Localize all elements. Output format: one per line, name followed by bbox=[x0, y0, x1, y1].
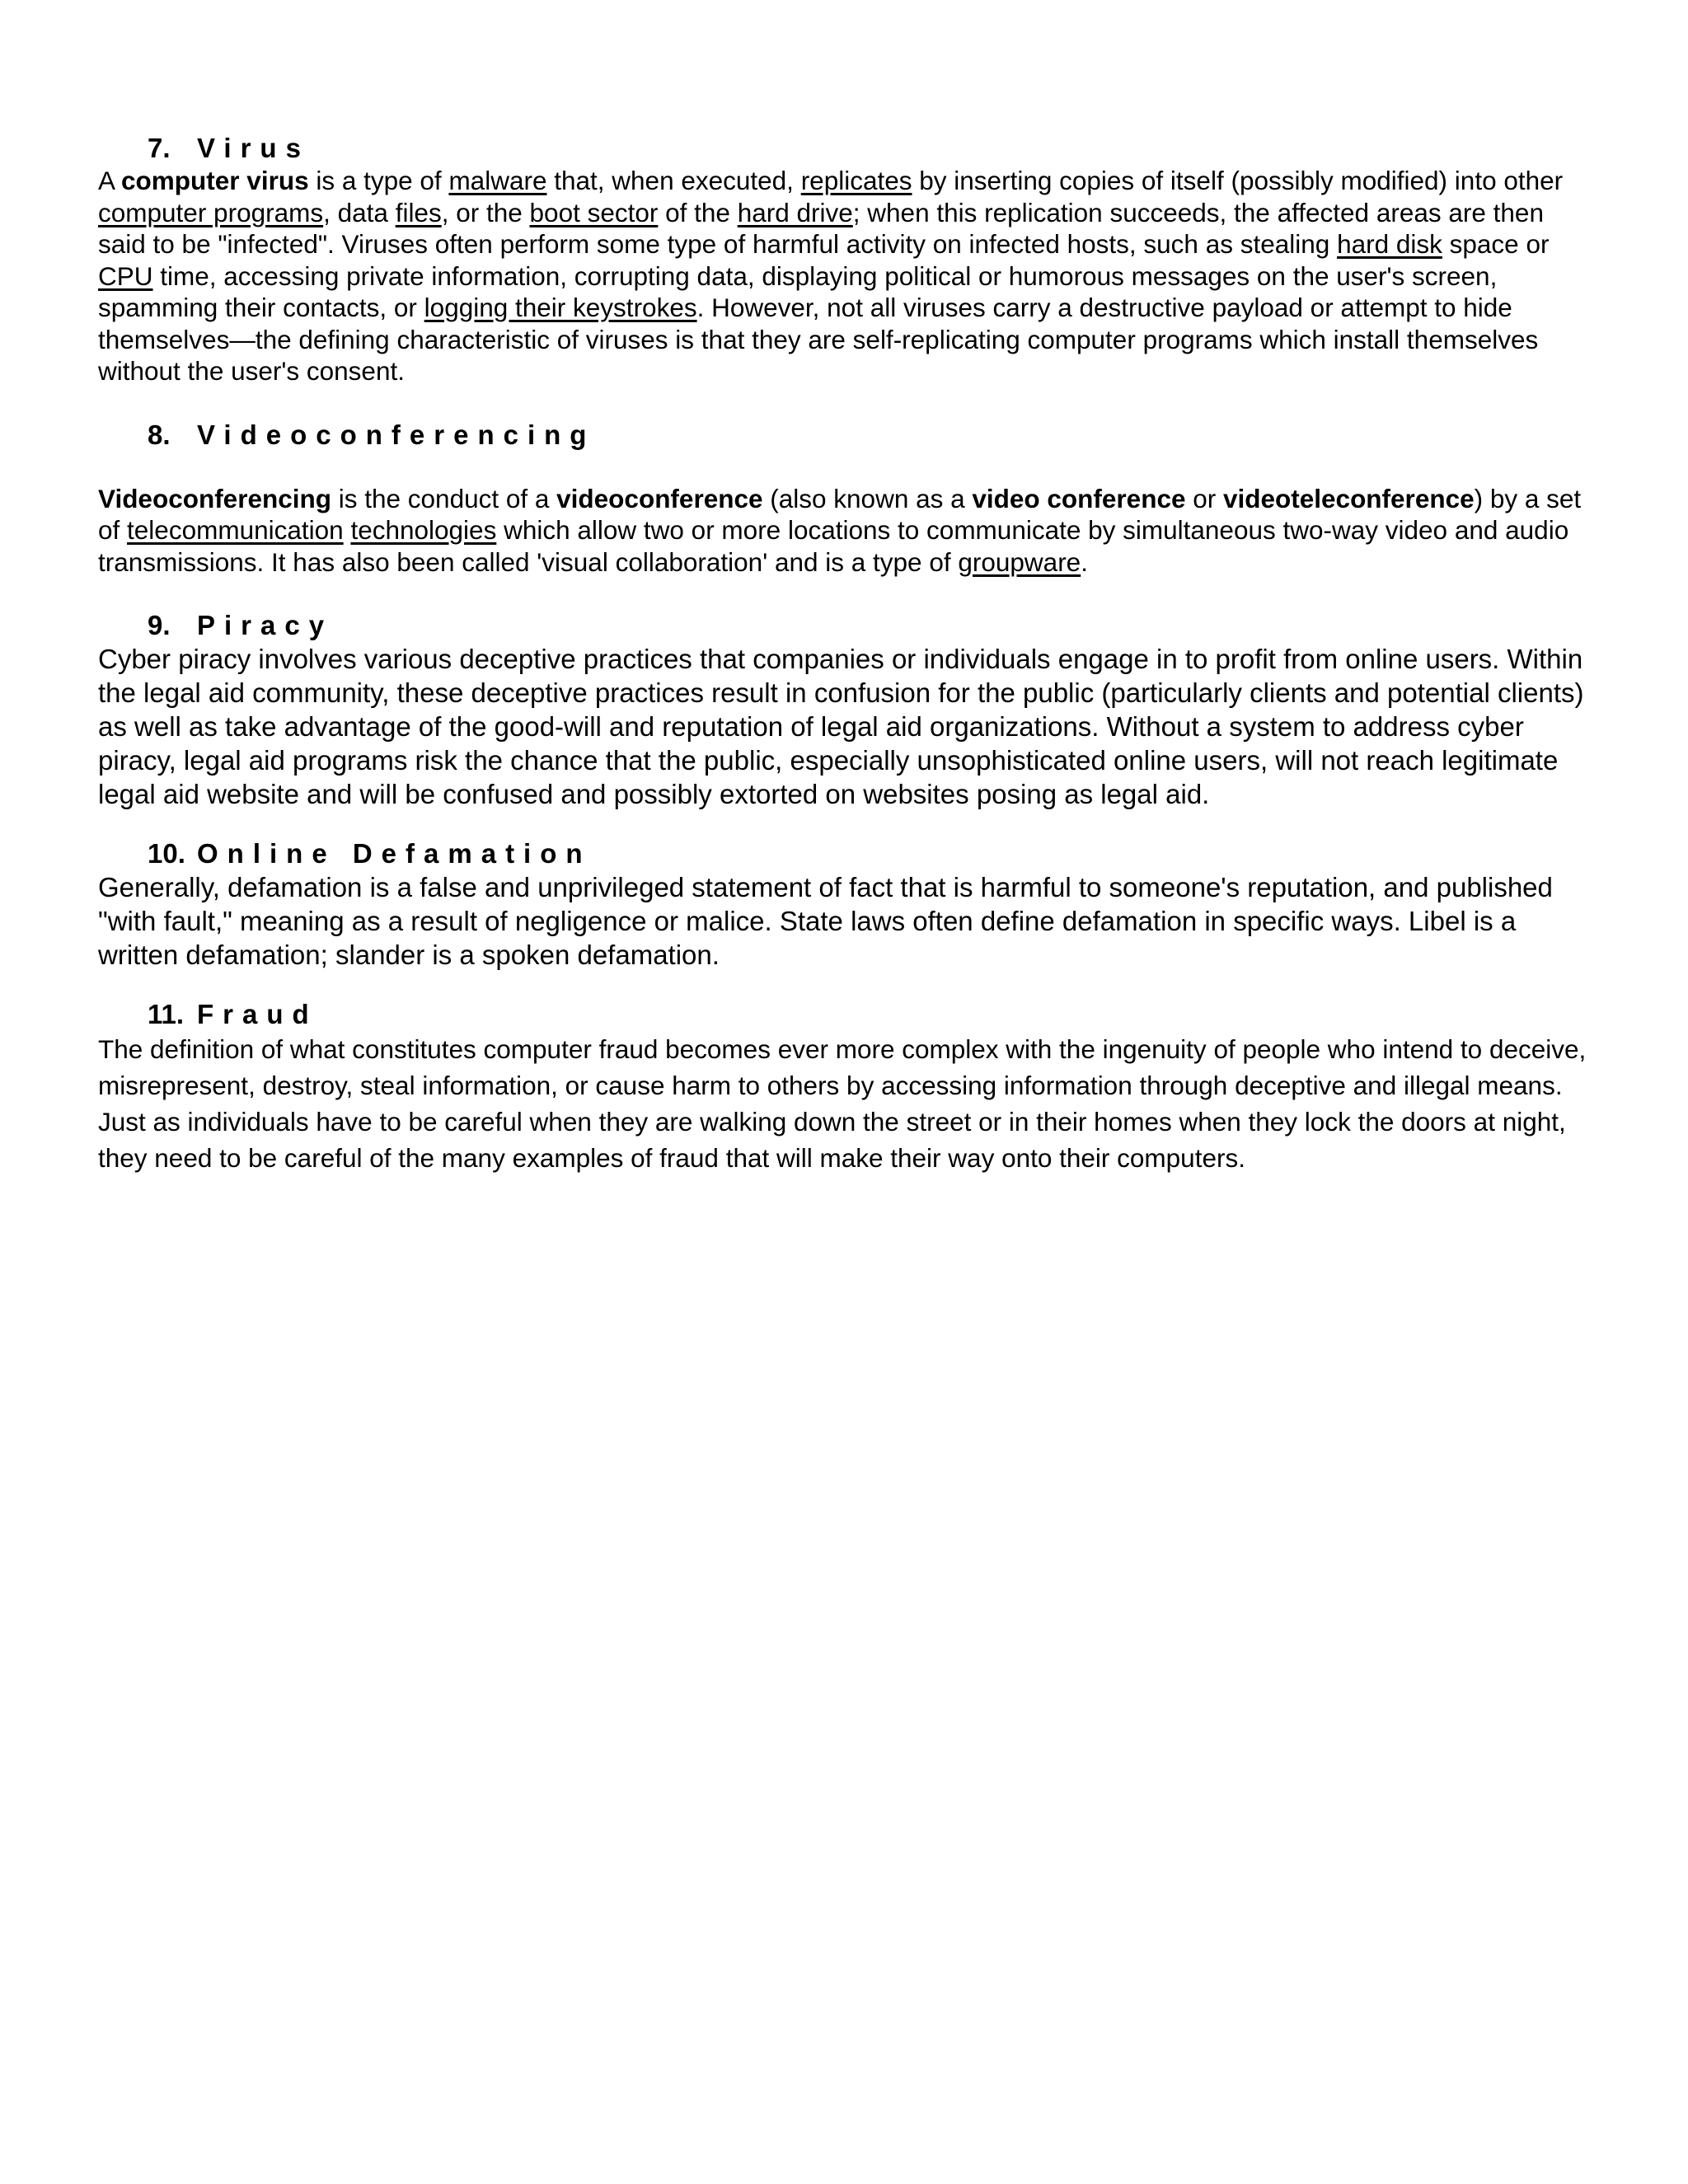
body-text: which allow two or more locations to communicate by simultaneous two-way video and audio transmissions. It has also been called 'visual collaboration' and is a type of bbox=[98, 515, 1569, 577]
link-text[interactable]: hard disk bbox=[1337, 229, 1442, 259]
section-number: 11. bbox=[148, 999, 185, 1029]
body-text: Cyber piracy involves various deceptive practices that companies or individuals engage in to profit from online users. Within the legal aid community, these deceptive practices result in confusion for the public (particularly clients and potential clients) as well as take advantage of the good-will and reputation of legal aid organizations. Without a system to address cyber piracy, legal aid programs risk the chance that the public, especially unsophisticated online users, will not reach legitimate legal aid website and will be confused and possibly extorted on websites posing as legal aid. bbox=[98, 644, 1584, 809]
link-text[interactable]: computer programs bbox=[98, 197, 324, 227]
body-text: A bbox=[98, 166, 122, 195]
link-text[interactable]: logging their keystrokes bbox=[424, 293, 697, 322]
section-number: 8. bbox=[148, 419, 171, 450]
body-text: that, when executed, bbox=[546, 166, 801, 195]
section-number: 9. bbox=[148, 610, 171, 640]
body-text: ) by a set of bbox=[98, 483, 1582, 545]
body-text: by inserting copies of itself (possibly modified) into other bbox=[912, 166, 1564, 195]
link-text[interactable]: CPU bbox=[98, 260, 153, 291]
body-text: (also known as a bbox=[762, 483, 973, 513]
link-text[interactable]: files bbox=[395, 197, 442, 227]
body-text: is a type of bbox=[308, 166, 449, 195]
section-title: Online Defamation bbox=[197, 838, 592, 869]
section-piracy bbox=[98, 609, 1590, 811]
section-body bbox=[98, 642, 1590, 811]
section-title: Fraud bbox=[197, 999, 318, 1029]
body-text: of the bbox=[658, 197, 738, 227]
body-text: , or the bbox=[441, 197, 530, 227]
bold-term: videoconference bbox=[556, 483, 763, 513]
section-videoconferencing bbox=[98, 419, 1590, 579]
body-text: , data bbox=[323, 197, 396, 227]
section-body bbox=[98, 1031, 1590, 1176]
body-text: Generally, defamation is a false and unprivileged statement of fact that is harmful to someone's reputation, and published "with fault," meaning as a result of negligence or malice. State laws often define defamation in specific ways. Libel is a written defamation; slander is a spoken defamation. bbox=[98, 872, 1553, 970]
body-text: . However, not all viruses carry a destructive payload or attempt to hide themselves—the defining characteristic of viruses is that they are self-replicating computer programs which install themselves without the user's consent. bbox=[98, 293, 1539, 386]
bold-term: videoteleconference bbox=[1223, 483, 1475, 513]
section-title: Videoconferencing bbox=[197, 419, 596, 450]
section-title: Virus bbox=[197, 133, 310, 163]
bold-term: video conference bbox=[972, 483, 1186, 513]
body-text: . bbox=[1081, 546, 1088, 577]
bold-term: Videoconferencing bbox=[98, 483, 331, 513]
body-text: The definition of what constitutes computer fraud becomes ever more complex with the ingenuity of people who intend to deceive, misrepresent, destroy, steal information, or cause harm to others by accessing information through deceptive and illegal means. Just as individuals have to be careful when they are walking down the street or in their homes when they lock the doors at night, they need to be careful of the many examples of fraud that will make their way onto their computers. bbox=[98, 1034, 1587, 1173]
section-body bbox=[98, 483, 1590, 579]
body-text: ; when this replication succeeds, the affected areas are then said to be "infected". Viruses often perform some type of harmful activity on infected hosts, such as stealing bbox=[98, 197, 1544, 259]
link-text[interactable]: hard drive bbox=[737, 197, 853, 227]
section-heading bbox=[148, 609, 1590, 642]
link-text[interactable]: telecommunication bbox=[127, 515, 344, 545]
body-text: space or bbox=[1442, 229, 1550, 259]
link-text[interactable]: replicates bbox=[800, 166, 912, 195]
section-online-defamation bbox=[98, 837, 1590, 972]
body-text: or bbox=[1185, 483, 1223, 513]
section-virus bbox=[98, 132, 1590, 387]
link-text[interactable]: groupware bbox=[958, 546, 1081, 577]
section-heading bbox=[148, 998, 1590, 1031]
link-text[interactable]: malware bbox=[448, 166, 547, 195]
section-number: 10. bbox=[148, 838, 185, 869]
body-text: time, accessing private information, corrupting data, displaying political or humorous messages on the user's screen, spamming their contacts, or bbox=[98, 260, 1498, 322]
bold-term: computer virus bbox=[121, 166, 309, 195]
document-page bbox=[98, 132, 1590, 1176]
section-number: 7. bbox=[148, 133, 171, 163]
link-text[interactable]: boot sector bbox=[529, 197, 659, 227]
link-text[interactable]: technologies bbox=[350, 515, 497, 545]
section-heading bbox=[148, 419, 1590, 452]
section-body bbox=[98, 870, 1590, 972]
section-heading bbox=[148, 837, 1590, 870]
section-heading bbox=[148, 132, 1590, 165]
section-fraud bbox=[98, 998, 1590, 1176]
section-title: Piracy bbox=[197, 610, 334, 640]
body-text: is the conduct of a bbox=[331, 483, 557, 513]
section-body bbox=[98, 165, 1590, 387]
